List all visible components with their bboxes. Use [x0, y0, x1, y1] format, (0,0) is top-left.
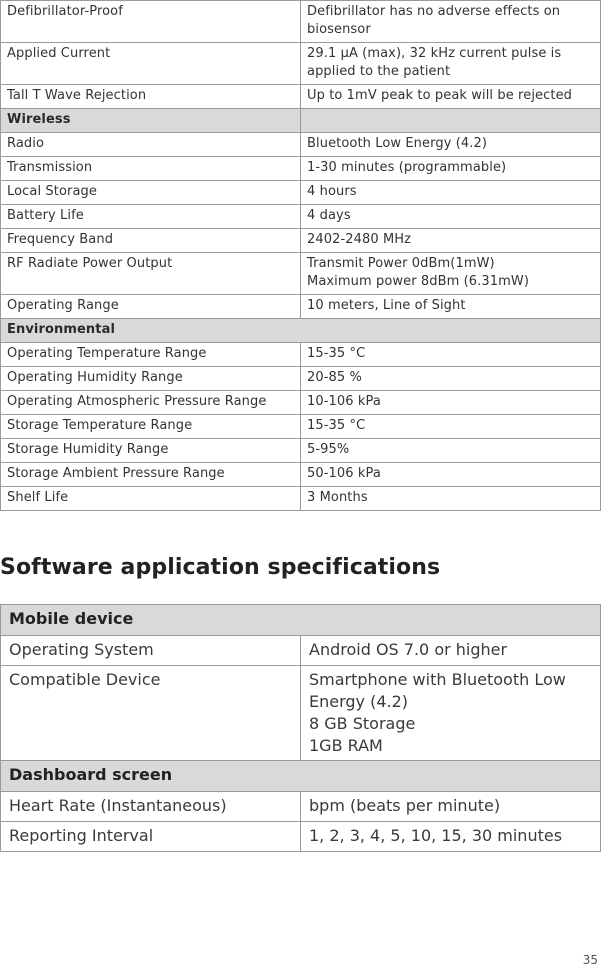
- section-title: Dashboard screen: [1, 761, 601, 792]
- spec-label: Storage Ambient Pressure Range: [1, 463, 301, 487]
- table-row: [1, 439, 601, 463]
- section-empty-cell: [301, 109, 601, 133]
- table-row: [1, 487, 601, 511]
- table-row: [1, 43, 601, 85]
- table-row: [1, 85, 601, 109]
- mobile-device-section-header: [1, 605, 601, 636]
- software-spec-table: [0, 604, 601, 852]
- spec-value: [301, 253, 601, 295]
- spec-value: [301, 666, 601, 761]
- spec-value-line: Energy (4.2): [309, 692, 409, 711]
- table-row: [1, 157, 601, 181]
- spec-value: 5-95%: [301, 439, 601, 463]
- spec-value: Bluetooth Low Energy (4.2): [301, 133, 601, 157]
- spec-label: Reporting Interval: [1, 822, 301, 852]
- table-row: [1, 295, 601, 319]
- spec-label: Local Storage: [1, 181, 301, 205]
- wireless-section-header: [1, 109, 601, 133]
- spec-value: bpm (beats per minute): [301, 792, 601, 822]
- table-row: [1, 415, 601, 439]
- table-row: [1, 181, 601, 205]
- table-row: [1, 822, 601, 852]
- spec-label: Heart Rate (Instantaneous): [1, 792, 301, 822]
- table-row: [1, 133, 601, 157]
- section-title: Mobile device: [1, 605, 601, 636]
- spec-value: 50-106 kPa: [301, 463, 601, 487]
- spec-label: Operating Temperature Range: [1, 343, 301, 367]
- spec-label: Frequency Band: [1, 229, 301, 253]
- spec-value: Defibrillator has no adverse effects on biosensor: [301, 1, 601, 43]
- page-number: 35: [582, 953, 598, 967]
- table-row: [1, 343, 601, 367]
- section-title: Wireless: [1, 109, 301, 133]
- spec-label: Radio: [1, 133, 301, 157]
- spec-value: 10 meters, Line of Sight: [301, 295, 601, 319]
- spec-value-line: 1GB RAM: [309, 736, 383, 755]
- spec-value: 20-85 %: [301, 367, 601, 391]
- table-row: [1, 463, 601, 487]
- spec-value: 10-106 kPa: [301, 391, 601, 415]
- spec-value: 29.1 µA (max), 32 kHz current pulse is applied to the patient: [301, 43, 601, 85]
- table-row: [1, 636, 601, 666]
- spec-value: 15-35 °C: [301, 415, 601, 439]
- spec-label: Operating System: [1, 636, 301, 666]
- spec-value-line: 8 GB Storage: [309, 714, 416, 733]
- spec-value-line: Smartphone with Bluetooth Low: [309, 670, 566, 689]
- spec-value: 4 hours: [301, 181, 601, 205]
- spec-label: Operating Atmospheric Pressure Range: [1, 391, 301, 415]
- spec-label: Shelf Life: [1, 487, 301, 511]
- section-title: Environmental: [1, 319, 601, 343]
- spec-value: 2402-2480 MHz: [301, 229, 601, 253]
- environmental-section-header: [1, 319, 601, 343]
- spec-label: Tall T Wave Rejection: [1, 85, 301, 109]
- spec-label: Operating Humidity Range: [1, 367, 301, 391]
- spec-label: Storage Humidity Range: [1, 439, 301, 463]
- spec-label: Battery Life: [1, 205, 301, 229]
- spec-label: Defibrillator-Proof: [1, 1, 301, 43]
- spec-value-line: Transmit Power 0dBm(1mW): [307, 256, 495, 271]
- section-heading: Software application specifications: [0, 555, 441, 580]
- table-row: [1, 367, 601, 391]
- table-row: [1, 391, 601, 415]
- spec-value: 15-35 °C: [301, 343, 601, 367]
- dashboard-screen-section-header: [1, 761, 601, 792]
- table-row: [1, 1, 601, 43]
- spec-value: Up to 1mV peak to peak will be rejected: [301, 85, 601, 109]
- spec-value: Android OS 7.0 or higher: [301, 636, 601, 666]
- spec-label: RF Radiate Power Output: [1, 253, 301, 295]
- table-row: [1, 253, 601, 295]
- spec-value: 3 Months: [301, 487, 601, 511]
- table-row: [1, 666, 601, 761]
- table-row: [1, 792, 601, 822]
- spec-label: Transmission: [1, 157, 301, 181]
- spec-label: Storage Temperature Range: [1, 415, 301, 439]
- spec-label: Applied Current: [1, 43, 301, 85]
- spec-value-line: Maximum power 8dBm (6.31mW): [307, 274, 530, 289]
- table-row: [1, 205, 601, 229]
- spec-label: Operating Range: [1, 295, 301, 319]
- table-row: [1, 229, 601, 253]
- spec-label: Compatible Device: [1, 666, 301, 761]
- spec-value: 4 days: [301, 205, 601, 229]
- spec-value: 1-30 minutes (programmable): [301, 157, 601, 181]
- spec-value: 1, 2, 3, 4, 5, 10, 15, 30 minutes: [301, 822, 601, 852]
